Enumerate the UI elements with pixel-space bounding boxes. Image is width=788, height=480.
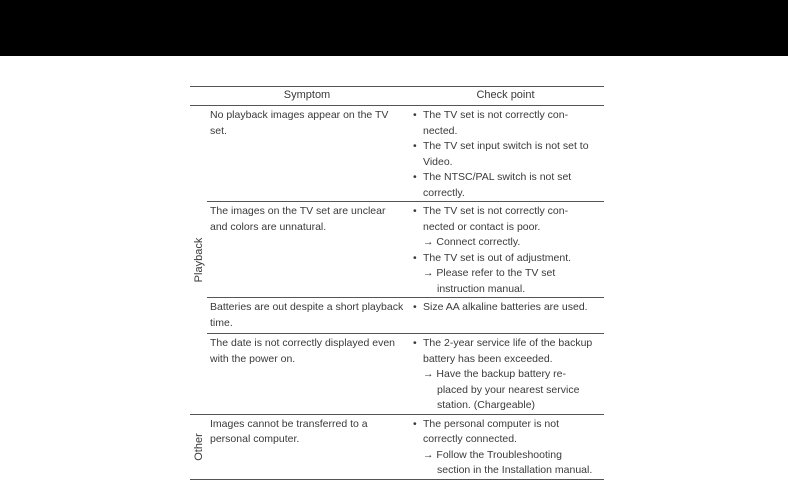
section-other [190,415,604,480]
symptom-cell: No playback images appear on the TV set. [210,109,389,137]
check-line: Video. [423,155,453,168]
symptom-column-header: Symptom [283,89,331,101]
check-point-cell [415,202,604,297]
check-line: correctly connected. [423,433,517,445]
check-point-cell [415,298,604,333]
check-line: → Connect correctly. [423,236,521,248]
check-line: instruction manual. [437,282,526,295]
check-line: section in the Installation manual. [437,464,593,476]
table-row [207,333,604,414]
table-row [207,415,604,479]
symptom-cell: The images on the TV set are unclear and colors are unnatural. [210,205,386,233]
table-row [207,201,604,297]
check-line: • The 2-year service life of the backup [415,336,604,352]
check-point-cell [415,415,604,479]
check-line: • The personal computer is not [415,417,604,433]
check-line: • The NTSC/PAL switch is not set [415,170,604,186]
table-row [207,106,604,201]
symptom-cell: Batteries are out despite a short playback time. [210,301,404,329]
table-row [207,297,604,333]
check-line: • The TV set is out of adjustment. [415,251,604,267]
troubleshooting-table [190,86,604,480]
top-black-bar [0,0,788,56]
check-line: correctly. [423,186,465,199]
check-line: → Please refer to the TV set [423,267,556,279]
section-label: Playback [192,237,205,283]
table-header [190,86,604,106]
section-label: Other [192,432,205,461]
check-line: • The TV set is not correctly con- [415,204,604,220]
check-line: battery has been exceeded. [423,352,553,365]
check-line: nected or contact is poor. [423,220,541,233]
check-line: station. (Chargeable) [437,399,536,411]
check-line: nected. [423,124,458,137]
check-line: • Size AA alkaline batteries are used. [415,300,604,316]
section-playback [190,106,604,415]
check-line: • The TV set is not correctly con- [415,108,604,124]
check-line: • The TV set input switch is not set to [415,139,604,155]
check-line: → Follow the Troubleshooting [423,448,562,461]
symptom-cell: The date is not correctly displayed even with the power on. [210,337,396,365]
check-line: placed by your nearest service [437,383,580,396]
check-point-column-header: Check point [476,89,535,101]
check-line: → Have the backup battery re- [423,368,566,380]
check-point-cell [415,334,604,414]
symptom-cell: Images cannot be transferred to a personal computer. [210,417,368,445]
check-point-cell [415,106,604,201]
